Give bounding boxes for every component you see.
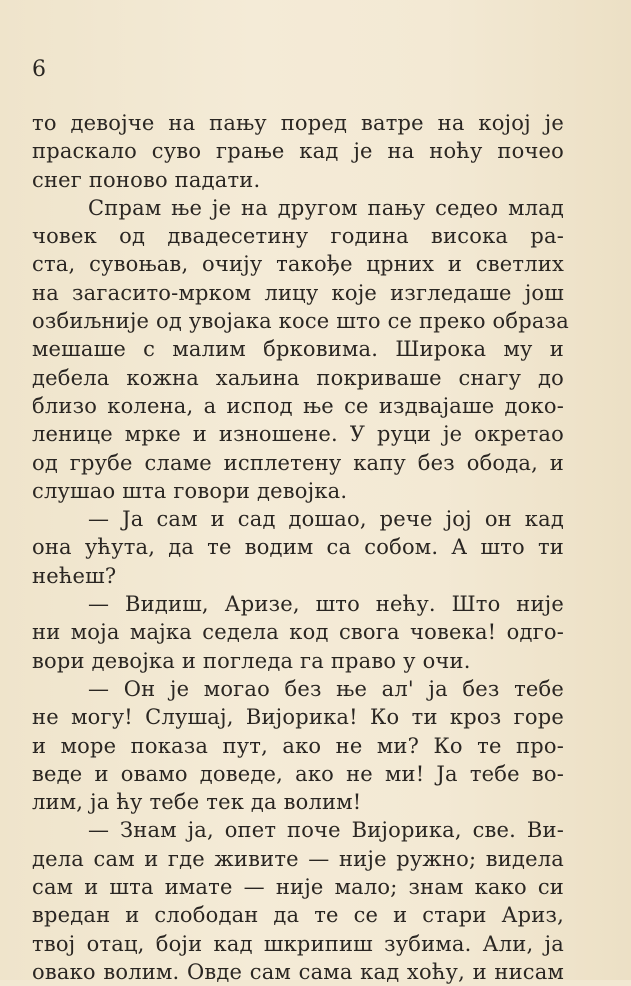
text-line: ленице мрке и изношене. У руци је окретао xyxy=(32,422,564,447)
text-line: Спрам ње је на другом пању седео млад xyxy=(88,195,564,220)
text-line: вредан и слободан да те се и стари Ариз, xyxy=(32,903,564,928)
text-line: твој отац, боји кад шкрипиш зубима. Али, ја xyxy=(32,931,564,956)
text-line: од грубе сламе исплетену капу без обода, и xyxy=(32,450,564,475)
text-line: овако волим. Овде сам сама кад хоћу, и нисам xyxy=(32,959,564,984)
text-line: — Видиш, Аризе, што нећу. Што није xyxy=(88,592,564,617)
text-line: нећеш? xyxy=(32,563,117,588)
text-line: вори девојка и погледа га право у очи. xyxy=(32,648,471,673)
text-line: човек од двадесетину година висока ра- xyxy=(32,224,564,249)
text-line: лим, ја ћу тебе тек да волим! xyxy=(32,790,362,815)
text-line: ни моја мајка седела код свога човека! одго- xyxy=(32,620,564,645)
text-line: она ућута, да те водим са собом. А што ти xyxy=(32,535,564,560)
text-line: дебела кожна хаљина покриваше снагу до xyxy=(32,365,564,390)
text-line: мешаше с малим брковима. Широка му и xyxy=(32,337,564,362)
text-line: дела сам и где живите — није ружно; видела xyxy=(32,846,564,871)
text-line: — Он је могао без ње ал' ја без тебе xyxy=(88,676,564,701)
text-line: озбиљније од увојака косе што се преко образа xyxy=(32,309,569,334)
page-number: 6 xyxy=(32,57,46,82)
text-line: то девојче на пању поред ватре на којој је xyxy=(32,111,564,135)
text-line: праскало суво грање кад је на ноћу почео xyxy=(32,139,564,164)
text-line: и море показа пут, ако не ми? Ко те про- xyxy=(32,733,564,758)
text-line: на загасито-мрком лицу које изгледаше још xyxy=(32,280,564,305)
text-line: — Знам ја, опет поче Вијорика, све. Ви- xyxy=(88,818,564,843)
text-line: слушао шта говори девојка. xyxy=(32,478,348,503)
text-line: сам и шта имате — није мало; знам како си xyxy=(32,875,564,900)
text-line: ста, сувоњав, очију такође црних и светлих xyxy=(32,252,564,277)
text-line: — Ја сам и сад дошао, рече јој он кад xyxy=(88,507,564,532)
text-line: не могу! Слушај, Вијорика! Ко ти кроз горе xyxy=(32,705,564,730)
body-text xyxy=(32,109,569,986)
text-line: веде и овамо доведе, ако не ми! Ја тебе во- xyxy=(32,761,564,786)
text-line: снег поново падати. xyxy=(32,167,261,192)
text-line: близо колена, а испод ње се издвајаше доко- xyxy=(32,393,564,418)
